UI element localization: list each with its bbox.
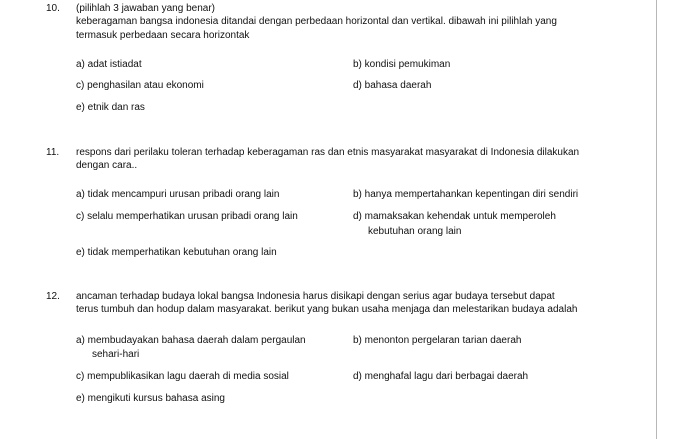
question-text-line: terus tumbuh dan hodup dalam masyarakat. berikut yang bukan usaha menjaga dan melestarikan budaya adalah [76, 304, 578, 315]
question-text-line: ancaman terhadap budaya lokal bangsa Indonesia harus disikapi dengan serius agar budaya tersebut dapat [76, 291, 555, 302]
option-e[interactable]: e) mengikuti kursus bahasa asing [76, 393, 225, 404]
option-a[interactable]: a) tidak mencampuri urusan pribadi orang lain [76, 189, 280, 200]
option-c[interactable]: c) selalu memperhatikan urusan pribadi orang lain [76, 211, 298, 222]
option-e[interactable]: e) tidak memperhatikan kebutuhan orang lain [76, 247, 277, 258]
option-a[interactable]: a) membudayakan bahasa daerah dalam pergaulan [76, 335, 306, 346]
option-d[interactable]: d) bahasa daerah [353, 80, 432, 91]
option-d[interactable]: d) mamaksakan kehendak untuk memperoleh [353, 211, 556, 222]
option-a-continuation: sehari-hari [92, 349, 140, 360]
question-number: 11. [46, 147, 60, 158]
option-d-continuation: kebutuhan orang lain [368, 226, 462, 237]
option-b[interactable]: b) menonton pergelaran tarian daerah [353, 335, 522, 346]
question-text-line: termasuk perbedaan secara horizontak [76, 30, 250, 41]
question-number: 12. [46, 291, 60, 302]
option-a[interactable]: a) adat istiadat [76, 59, 142, 70]
option-e[interactable]: e) etnik dan ras [76, 102, 145, 113]
question-text-line: dengan cara.. [76, 160, 138, 171]
option-d[interactable]: d) menghafal lagu dari berbagai daerah [353, 371, 529, 382]
question-number: 10. [46, 3, 60, 14]
option-b[interactable]: b) hanya mempertahankan kepentingan diri sendiri [353, 189, 579, 200]
question-text-line: respons dari perilaku toleran terhadap keberagaman ras dan etnis masyarakat masyarakat di Indonesia dilakukan [76, 147, 580, 158]
option-b[interactable]: b) kondisi pemukiman [353, 59, 451, 70]
option-c[interactable]: c) penghasilan atau ekonomi [76, 80, 204, 91]
right-margin-line [656, 0, 657, 439]
question-instruction: (pilihlah 3 jawaban yang benar) [76, 3, 215, 14]
option-c[interactable]: c) mempublikasikan lagu daerah di media sosial [76, 371, 289, 382]
question-text-line: keberagaman bangsa indonesia ditandai dengan perbedaan horizontal dan vertikal. dibawah ini pilihlah yang [76, 16, 557, 27]
